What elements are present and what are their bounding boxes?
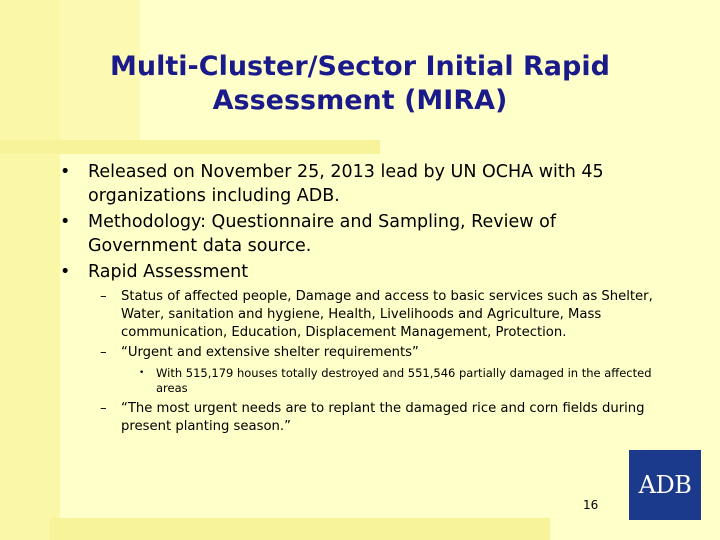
bullet-text: Released on November 25, 2013 lead by UN OCHA with 45 organizations including ADB. xyxy=(88,162,604,206)
sub-bullet-item xyxy=(90,288,658,342)
dash-icon: – xyxy=(100,401,107,416)
dash-icon: – xyxy=(100,289,107,304)
logo-text: ADB xyxy=(638,471,692,499)
dash-icon: – xyxy=(100,345,107,360)
bullet-list xyxy=(58,160,658,436)
sub-bullet-text: “Urgent and extensive shelter requirements” xyxy=(121,345,419,360)
decor-bottom-band xyxy=(50,518,550,540)
bullet-dot-icon: • xyxy=(60,212,71,232)
slide-title-line-2: Assessment (MIRA) xyxy=(212,85,508,116)
slide-title-line-1: Multi-Cluster/Sector Initial Rapid xyxy=(110,51,610,82)
slide-body xyxy=(58,160,658,438)
sub-sub-bullet-list xyxy=(121,366,658,396)
page-number: 16 xyxy=(583,498,599,512)
slide-title xyxy=(40,50,680,118)
sub-bullet-item xyxy=(90,400,658,436)
sub-sub-bullet-item xyxy=(121,366,658,396)
bullet-item xyxy=(58,160,658,208)
bullet-text: Rapid Assessment xyxy=(88,262,249,282)
bullet-dot-icon: • xyxy=(139,368,145,378)
sub-bullet-list xyxy=(88,288,658,436)
decor-title-underline xyxy=(0,140,380,154)
sub-bullet-item xyxy=(90,344,658,396)
sub-bullet-text: “The most urgent needs are to replant the damaged rice and corn fields during present planting season.” xyxy=(121,401,645,434)
bullet-item xyxy=(58,260,658,436)
adb-logo xyxy=(629,450,701,520)
bullet-dot-icon: • xyxy=(60,262,71,282)
sub-sub-bullet-text: With 515,179 houses totally destroyed and 551,546 partially damaged in the affected areas xyxy=(156,366,652,395)
sub-bullet-text: Status of affected people, Damage and access to basic services such as Shelter, Water, sanitation and hygiene, Health, Livelihoods and Agriculture, Mass communication, Education, Displacement Management, Protection. xyxy=(121,289,653,340)
bullet-text: Methodology: Questionnaire and Sampling, Review of Government data source. xyxy=(88,212,557,256)
bullet-item xyxy=(58,210,658,258)
bullet-dot-icon: • xyxy=(60,162,71,182)
